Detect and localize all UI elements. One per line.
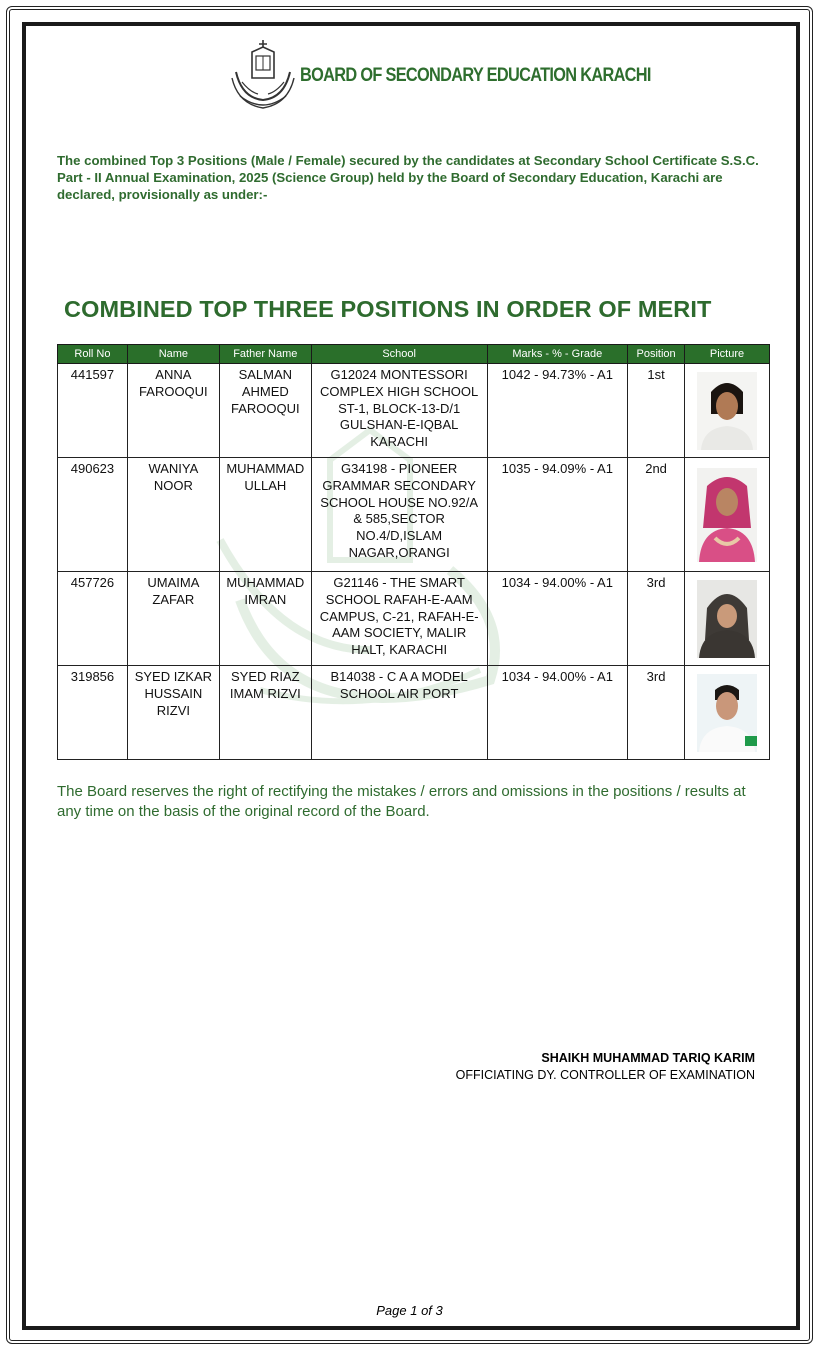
cell-roll-no: 490623 — [58, 458, 128, 572]
column-header-school: School — [311, 345, 487, 364]
cell-picture — [685, 458, 770, 572]
cell-father-name: SALMAN AHMED FAROOQUI — [219, 364, 311, 458]
page-title: COMBINED TOP THREE POSITIONS IN ORDER OF MERIT — [64, 296, 712, 322]
cell-marks: 1035 - 94.09% - A1 — [487, 458, 628, 572]
cell-name: ANNA FAROOQUI — [127, 364, 219, 458]
cell-position: 3rd — [628, 572, 685, 666]
cell-position: 2nd — [628, 458, 685, 572]
column-header-picture: Picture — [685, 345, 770, 364]
board-name: BOARD OF SECONDARY EDUCATION KARACHI — [300, 65, 651, 86]
table-row — [58, 364, 770, 458]
page-number: Page 1 of 3 — [376, 1303, 443, 1318]
cell-position: 1st — [628, 364, 685, 458]
cell-marks: 1042 - 94.73% - A1 — [487, 364, 628, 458]
table-row — [58, 666, 770, 760]
merit-table — [57, 344, 770, 760]
table-row — [58, 572, 770, 666]
cell-picture — [685, 572, 770, 666]
cell-father-name: MUHAMMAD IMRAN — [219, 572, 311, 666]
cell-roll-no: 441597 — [58, 364, 128, 458]
cell-roll-no: 319856 — [58, 666, 128, 760]
cell-school: G34198 - PIONEER GRAMMAR SECONDARY SCHOOL HOUSE NO.92/A & 585,SECTOR NO.4/D,ISLAM NAGAR,ORANGI — [311, 458, 487, 572]
column-header-position: Position — [628, 345, 685, 364]
intro-text: The combined Top 3 Positions (Male / Female) secured by the candidates at Secondary School Certificate S.S.C. Part - II Annual Examination, 2025 (Science Group) held by the Board of Secondary Education, Karachi are declared, provisionally as under:- — [57, 153, 759, 202]
cell-picture — [685, 666, 770, 760]
cell-school: B14038 - C A A MODEL SCHOOL AIR PORT — [311, 666, 487, 760]
column-header-father-name: Father Name — [219, 345, 311, 364]
table-header-row — [58, 345, 770, 364]
cell-father-name: MUHAMMAD ULLAH — [219, 458, 311, 572]
cell-roll-no: 457726 — [58, 572, 128, 666]
column-header-marks: Marks - % - Grade — [487, 345, 628, 364]
signatory-title: OFFICIATING DY. CONTROLLER OF EXAMINATION — [455, 1068, 755, 1082]
signatory-name: SHAIKH MUHAMMAD TARIQ KARIM — [541, 1051, 755, 1065]
cell-name: SYED IZKAR HUSSAIN RIZVI — [127, 666, 219, 760]
cell-father-name: SYED RIAZ IMAM RIZVI — [219, 666, 311, 760]
cell-marks: 1034 - 94.00% - A1 — [487, 572, 628, 666]
cell-school: G12024 MONTESSORI COMPLEX HIGH SCHOOL ST-1, BLOCK-13-D/1 GULSHAN-E-IQBAL KARACHI — [311, 364, 487, 458]
cell-marks: 1034 - 94.00% - A1 — [487, 666, 628, 760]
cell-position: 3rd — [628, 666, 685, 760]
student-photo-icon — [697, 580, 757, 658]
student-photo-icon — [697, 468, 757, 562]
cell-picture — [685, 364, 770, 458]
column-header-name: Name — [127, 345, 219, 364]
student-photo-icon — [697, 674, 757, 752]
cell-name: UMAIMA ZAFAR — [127, 572, 219, 666]
cell-name: WANIYA NOOR — [127, 458, 219, 572]
cell-school: G21146 - THE SMART SCHOOL RAFAH-E-AAM CAMPUS, C-21, RAFAH-E-AAM SOCIETY, MALIR HALT, KARACHI — [311, 572, 487, 666]
bsek-crest-logo-icon — [228, 38, 298, 114]
disclaimer-text: The Board reserves the right of rectifying the mistakes / errors and omissions in the positions / results at any time on the basis of the original record of the Board. — [57, 783, 746, 820]
table-row — [58, 458, 770, 572]
student-photo-icon — [697, 372, 757, 450]
column-header-roll-no: Roll No — [58, 345, 128, 364]
document-header — [228, 38, 708, 114]
